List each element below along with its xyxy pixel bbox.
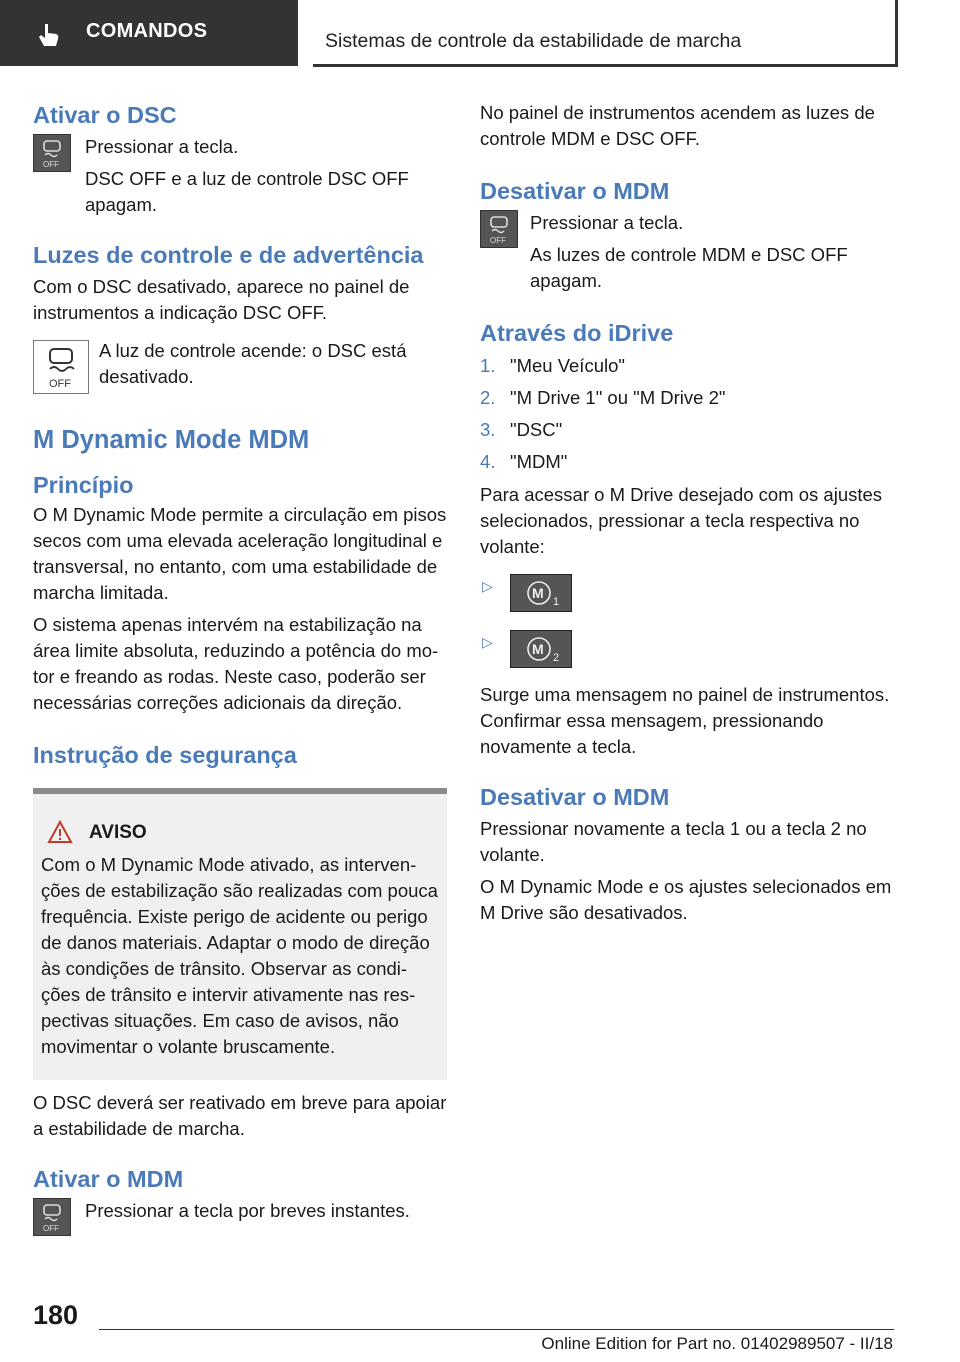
svg-text:OFF: OFF: [490, 236, 506, 245]
heading-idrive: Através do iDrive: [480, 320, 674, 346]
text-com-dsc-desativado: Com o DSC desativado, aparece no painel de instrumentos a indicação DSC OFF.: [33, 276, 410, 323]
svg-text:2: 2: [553, 652, 560, 664]
svg-text:OFF: OFF: [43, 1224, 59, 1233]
bullet-icon: ▷: [482, 634, 493, 650]
page-header: [0, 0, 960, 66]
text-luzes-apagam: As luzes de controle MDM e DSC OFF apagam.: [530, 244, 848, 291]
warning-triangle-icon: [47, 820, 73, 844]
heading-mdm: M Dynamic Mode MDM: [33, 426, 310, 454]
bullet-icon: ▷: [482, 578, 493, 594]
heading-ativar-dsc: Ativar o DSC: [33, 102, 177, 128]
m1-key-icon: [510, 574, 572, 612]
m2-key-item: [480, 630, 892, 686]
warning-title: AVISO: [89, 822, 147, 843]
chapter-tab: [313, 0, 898, 67]
footer-edition: Online Edition for Part no. 01402989507 - II/18: [541, 1334, 893, 1353]
heading-desativar-mdm-1: Desativar o MDM: [480, 178, 670, 204]
footer-divider: [99, 1329, 894, 1330]
text-dsc-off-apagam: DSC OFF e a luz de controle DSC OFF apagam.: [85, 168, 409, 215]
heading-desativar-mdm-2: Desativar o MDM: [480, 784, 670, 810]
dsc-off-key-icon: [33, 134, 71, 172]
svg-text:M: M: [532, 585, 544, 601]
svg-text:M: M: [532, 641, 544, 657]
dsc-indicator-row: [33, 338, 447, 398]
list-item: 4. "MDM": [480, 451, 568, 472]
warning-heading: [41, 820, 439, 846]
section-tab: [0, 0, 298, 66]
page-number: 180: [33, 1300, 79, 1330]
mdm-key-row: [33, 1198, 447, 1240]
chapter-title: Sistemas de controle da estabilidade de marcha: [325, 30, 742, 52]
dsc-off-key-icon-2: [33, 1198, 71, 1236]
text-luz-acende: A luz de controle acende: o DSC está desativado.: [99, 340, 407, 387]
warning-box: [33, 788, 447, 1080]
dsc-off-indicator-icon: [33, 340, 89, 394]
list-item: 3. "DSC": [480, 419, 563, 440]
list-item: 2. "M Drive 1" ou "M Drive 2": [480, 387, 726, 408]
text-acessar-m-drive: Para acessar o M Drive desejado com os ajustes selecionados, pressionar a tecla respectiva no volante:: [480, 484, 883, 557]
text-mensagem: Surge uma mensagem no painel de instrumentos. Confirmar essa mensagem, pressionando novamente a tecla.: [480, 684, 890, 757]
svg-text:1: 1: [553, 596, 560, 608]
dsc-key-row: [33, 134, 447, 218]
heading-luzes-controle: Luzes de controle e de advertência: [33, 242, 424, 268]
list-item: 1. "Meu Veículo": [480, 355, 625, 376]
idrive-steps: [480, 350, 892, 478]
text-desativados: O M Dynamic Mode e os ajustes selecionados em M Drive são desativados.: [480, 876, 892, 923]
right-column: [480, 100, 892, 926]
left-column: [33, 100, 447, 1240]
text-breves-instantes: Pressionar a tecla por breves instantes.: [85, 1200, 410, 1221]
dsc-off-key-icon-3: [480, 210, 518, 248]
desativar-key-row: [480, 210, 892, 294]
warning-text: Com o M Dynamic Mode ativado, as intervenções de estabilização são realizadas com pouca frequência. Existe perigo de acidente ou perigo de danos materiais. Adaptar o modo de direção às condições de trânsito. Observar as condições de trânsito e intervir ativamente nas respectivas situações. Em caso de avisos, não movimentar o volante bruscamente.: [41, 854, 438, 1057]
heading-ativar-mdm: Ativar o MDM: [33, 1166, 184, 1192]
text-pressionar-tecla: Pressionar a tecla.: [85, 136, 239, 157]
text-pressionar-tecla-2: Pressionar a tecla.: [530, 212, 684, 233]
svg-text:OFF: OFF: [49, 378, 71, 390]
hand-pointer-icon: [36, 22, 62, 48]
m1-key-item: [480, 574, 892, 630]
section-title: COMANDOS: [86, 20, 208, 42]
m2-key-icon: [510, 630, 572, 668]
text-reativado: O DSC deverá ser reativado em breve para apoiar a estabilidade de marcha.: [33, 1092, 447, 1139]
text-principio-2: O sistema apenas intervém na estabilização na área limite absoluta, reduzindo a potência do motor e freando as rodas. Neste caso, poderão ser necessárias correções adicionais da direção.: [33, 614, 439, 713]
text-painel-instrumentos: No painel de instrumentos acendem as luzes de controle MDM e DSC OFF.: [480, 102, 875, 149]
text-volante: Pressionar novamente a tecla 1 ou a tecla 2 no volante.: [480, 818, 867, 865]
heading-principio: Princípio: [33, 472, 134, 498]
text-principio-1: O M Dynamic Mode permite a circulação em pisos secos com uma elevada aceleração longitudinal e transversal, no entanto, com uma estabilidade de marcha limitada.: [33, 504, 447, 603]
svg-text:OFF: OFF: [43, 160, 59, 169]
heading-seguranca: Instrução de segurança: [33, 742, 297, 768]
